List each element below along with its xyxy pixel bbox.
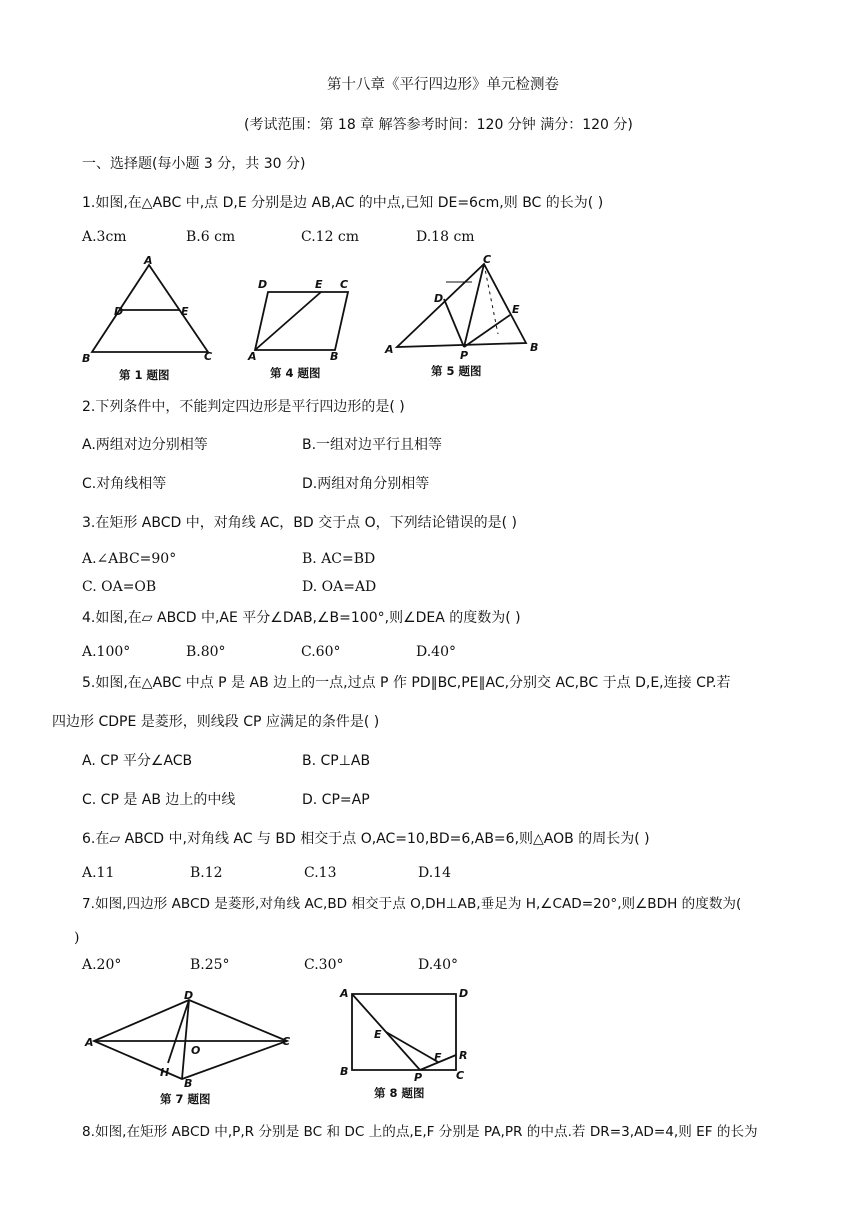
q5-option-c: C. CP 是 AB 边上的中线 [82, 792, 236, 808]
q5-option-d: D. CP=AP [302, 792, 370, 808]
q5-stem-line1: 5.如图,在△ABC 中点 P 是 AB 边上的一点,过点 P 作 PD∥BC,PE∥AC,分别交 AC,BC 于点 D,E,连接 CP.若 [82, 675, 731, 691]
exam-title: 第十八章《平行四边形》单元检测卷 [327, 77, 559, 93]
q5-option-b: B. CP⊥AB [302, 753, 371, 769]
q8-stem: 8.如图,在矩形 ABCD 中,P,R 分别是 BC 和 DC 上的点,E,F 分别是 PA,PR 的中点.若 DR=3,AD=4,则 EF 的长为 [82, 1124, 758, 1140]
fig5-dashed-line [484, 264, 498, 334]
q4-stem: 4.如图,在▱ ABCD 中,AE 平分∠DAB,∠B=100°,则∠DEA 的度数为( ) [82, 610, 521, 626]
fig7-label-o: O [191, 1044, 201, 1057]
fig7-label-b: B [184, 1077, 193, 1090]
fig7-label-a: A [85, 1036, 94, 1049]
q4-option-c: C.60° [301, 644, 341, 660]
fig4-bisector-ae [255, 292, 321, 350]
fig8-label-b: B [340, 1065, 349, 1078]
q6-option-b: B.12 [190, 865, 223, 881]
section-heading: 一、选择题(每小题 3 分，共 30 分) [82, 156, 306, 172]
fig5-caption: 第 5 题图 [431, 364, 482, 378]
q2-option-d: D.两组对角分别相等 [302, 476, 430, 492]
fig5-label-c: C [483, 253, 492, 266]
q7-option-c: C.30° [304, 957, 344, 973]
fig8-label-e: E [374, 1028, 382, 1041]
q1-option-c: C.12 cm [301, 229, 360, 245]
fig5-label-a: A [385, 343, 394, 356]
fig8-label-a: A [340, 987, 349, 1000]
figure-q5 [380, 252, 545, 384]
q4-option-b: B.80° [186, 644, 226, 660]
q4-option-d: D.40° [416, 644, 456, 660]
q6-option-a: A.11 [82, 865, 115, 881]
fig1-triangle [92, 265, 208, 352]
q6-stem: 6.在▱ ABCD 中,对角线 AC 与 BD 相交于点 O,AC=10,BD=6,AB=6,则△AOB 的周长为( ) [82, 831, 650, 847]
q5-stem-line2: 四边形 CDPE 是菱形，则线段 CP 应满足的条件是( ) [52, 714, 380, 730]
fig7-label-c: C [282, 1035, 291, 1048]
fig1-label-a: A [144, 254, 153, 267]
fig8-label-c: C [456, 1069, 465, 1082]
fig5-triangle [397, 264, 526, 347]
fig5-segment-pd [444, 299, 464, 347]
q2-option-a: A.两组对边分别相等 [82, 437, 208, 453]
fig8-segment-ef [386, 1032, 438, 1062]
q7-stem-line1: 7.如图,四边形 ABCD 是菱形,对角线 AC,BD 相交于点 O,DH⊥AB,垂足为 H,∠CAD=20°,则∠BDH 的度数为( [82, 896, 742, 912]
fig4-parallelogram [255, 292, 348, 350]
fig1-label-b: B [82, 352, 91, 365]
fig1-caption: 第 1 题图 [119, 368, 170, 382]
fig4-caption: 第 4 题图 [270, 366, 321, 380]
q7-option-b: B.25° [190, 957, 230, 973]
q6-option-d: D.14 [418, 865, 451, 881]
fig4-label-c: C [340, 278, 349, 291]
q3-stem: 3.在矩形 ABCD 中，对角线 AC，BD 交于点 O，下列结论错误的是( ) [82, 515, 517, 531]
figure-q7 [84, 990, 300, 1108]
q2-stem: 2.下列条件中，不能判定四边形是平行四边形的是( ) [82, 399, 405, 415]
q3-option-c: C. OA=OB [82, 579, 157, 595]
fig4-label-b: B [330, 350, 339, 363]
q4-option-a: A.100° [82, 644, 131, 660]
fig5-label-b: B [530, 341, 539, 354]
fig1-label-c: C [204, 350, 213, 363]
fig8-label-p: P [414, 1071, 423, 1084]
figure-q1 [80, 252, 230, 384]
q2-option-b: B.一组对边平行且相等 [302, 437, 443, 453]
q1-option-b: B.6 cm [186, 229, 236, 245]
fig5-label-e: E [512, 303, 520, 316]
fig7-caption: 第 7 题图 [160, 1092, 211, 1106]
fig4-label-e: E [315, 278, 323, 291]
q7-option-a: A.20° [82, 957, 122, 973]
q3-option-d: D. OA=AD [302, 579, 377, 595]
fig4-label-a: A [248, 350, 257, 363]
fig7-label-h: H [160, 1066, 170, 1079]
fig8-caption: 第 8 题图 [374, 1086, 425, 1100]
fig8-label-r: R [459, 1049, 468, 1062]
q7-option-d: D.40° [418, 957, 458, 973]
fig5-label-p: P [460, 349, 469, 362]
q6-option-c: C.13 [304, 865, 337, 881]
fig8-label-f: F [434, 1051, 442, 1064]
fig7-rhombus [94, 1000, 287, 1079]
figure-q8 [338, 984, 478, 1104]
q3-option-b: B. AC=BD [302, 551, 376, 567]
fig5-label-d: D [434, 292, 444, 305]
fig7-label-d: D [184, 989, 194, 1002]
q2-option-c: C.对角线相等 [82, 476, 167, 492]
fig1-label-d: D [114, 305, 124, 318]
figure-q4 [244, 276, 364, 384]
fig1-label-e: E [181, 305, 189, 318]
fig4-label-d: D [258, 278, 268, 291]
q1-option-d: D.18 cm [416, 229, 475, 245]
q1-option-a: A.3cm [82, 229, 127, 245]
q3-option-a: A.∠ABC=90° [82, 551, 177, 567]
q1-stem: 1.如图,在△ABC 中,点 D,E 分别是边 AB,AC 的中点,已知 DE=6cm,则 BC 的长为( ) [82, 195, 604, 211]
q5-option-a: A. CP 平分∠ACB [82, 753, 193, 769]
exam-subtitle: (考试范围：第 18 章 解答参考时间：120 分钟 满分：120 分) [244, 117, 633, 133]
q7-stem-line2: ) [74, 930, 80, 946]
fig8-label-d: D [459, 987, 469, 1000]
